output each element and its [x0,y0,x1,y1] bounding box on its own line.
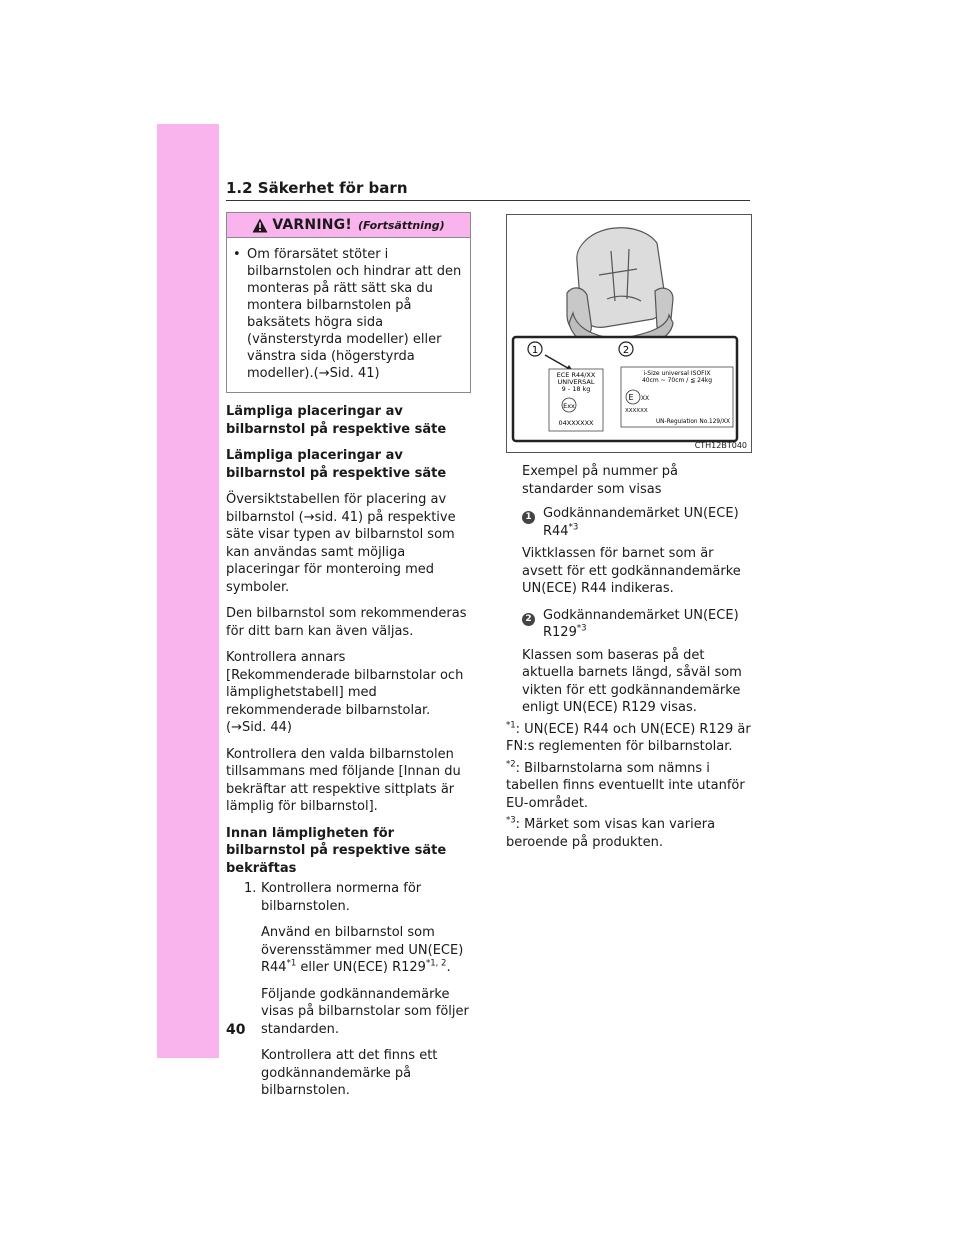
paragraph-check-selected: Kontrollera den valda bilbarnstolen tillsammans med följande [Innan du bekräftar att respektive sittplats är lämplig för bilbarnstol]. [226,746,461,814]
item-2-description: Klassen som baseras på det aktuella barnets längd, såväl som vikten för ett godkännandemärke enligt UN(ECE) R129 visas. [522,647,742,715]
step-number: 1. [244,881,257,896]
warning-text: Om förarsätet stöter i bilbarnstolen och hindrar att den monteras på rätt sätt ska du montera bilbarnstolen på baksätets högra sida (vänsterstyrda modeller) eller vänstra sida (högerstyrda modeller).(→Sid. 41) [247,247,462,381]
svg-text:04XXXXXX: 04XXXXXX [558,419,594,427]
warning-bullet: • [233,247,241,262]
warning-box [226,212,471,393]
step-approval-shown: Följande godkännandemärke visas på bilbarnstolar som följer standarden. [261,986,469,1037]
page-number: 40 [226,1022,246,1038]
step-check-mark: Kontrollera att det finns ett godkännandemärke på bilbarnstolen. [261,1048,438,1098]
heading-placement-1: Lämpliga placeringar av bilbarnstol på respektive säte [226,404,447,437]
step-standards: Använd en bilbarnstol som överensstämmer med UN(ECE) R44$^{*1}$ eller UN(ECE) R129$^{*1, 2}$. [261,925,464,975]
footnotes [506,721,752,852]
figure-intro: Exempel på nummer på standarder som visas [522,464,679,497]
warning-header [227,213,470,238]
chapter-side-tab [157,124,219,1058]
paragraph-overview: Översiktstabellen för placering av bilbarnstol (→sid. 41) på respektive säte visar typen av bilbarnstol som kan användas samt möjliga placeringar för monteroing med symboler. [226,492,456,595]
figure-label-2: 2 [622,345,630,356]
svg-text:E: E [628,393,634,402]
figure-id: CTH12BT040 [694,441,747,450]
heading-placement-2: Lämpliga placeringar av bilbarnstol på respektive säte [226,448,447,481]
item-1-description: Viktklassen för barnet som är avsett för ett godkännandemärke UN(ECE) R44 indikeras. [522,546,741,596]
left-column [226,212,471,1100]
svg-text:i-Size universal ISOFIX: i-Size universal ISOFIX [643,370,711,377]
warning-title: VARNING! [272,217,352,233]
figure-item-2 [522,607,752,642]
paragraph-check-table: Kontrollera annars [Rekommenderade bilbarnstolar och lämplighetstabell] med rekommenderade bilbarnstolar. (→Sid. 44) [226,650,464,735]
item-1-title: Godkännandemärket UN(ECE) R44$^{*3}$ [543,506,739,539]
right-column [506,214,752,851]
item-number-2: 2 [522,613,535,626]
figure-item-1 [522,505,752,540]
warning-subtitle: (Fortsättning) [357,218,445,232]
footnote-3: $^{*3}$: Märket som visas kan variera beroende på produkten. [506,815,716,850]
footnote-2: $^{*2}$: Bilbarnstolarna som nämns i tabellen finns eventuellt inte utanför EU-området. [506,759,745,811]
r129-label [621,367,733,427]
svg-text:UNIVERSAL: UNIVERSAL [557,378,595,386]
footnote-1: $^{*1}$: UN(ECE) R44 och UN(ECE) R129 är FN:s reglementen för bilbarnstolar. [506,720,751,754]
svg-text:Exx: Exx [563,402,575,410]
item-number-1: 1 [522,511,535,524]
figure-label-1: 1 [531,345,539,356]
svg-text:40cm ~ 70cm / ≦ 24kg: 40cm ~ 70cm / ≦ 24kg [641,377,713,384]
section-title: 1.2 Säkerhet för barn [226,179,408,197]
svg-text:XXXXXX: XXXXXX [625,408,648,414]
warning-triangle-icon [252,218,268,233]
paragraph-recommended: Den bilbarnstol som rekommenderas för ditt barn kan även väljas. [226,606,467,639]
item-2-title: Godkännandemärket UN(ECE) R129$^{*3}$ [543,607,739,640]
svg-text:XX: XX [640,395,650,402]
svg-text:UN-Regulation No.129/XX: UN-Regulation No.129/XX [655,419,730,425]
approval-mark-illustration [507,215,751,452]
figure-explanation [506,463,752,717]
step-1 [226,880,471,1100]
ece-r44-label [549,369,603,431]
svg-text:9 - 18 kg: 9 - 18 kg [561,385,591,393]
warning-body [227,238,470,392]
section-header [226,178,750,201]
svg-text:ECE R44/XX: ECE R44/XX [556,371,596,379]
step-title: Kontrollera normerna för bilbarnstolen. [261,881,422,914]
approval-mark-figure [506,214,752,453]
heading-before-confirm: Innan lämpligheten för bilbarnstol på respektive säte bekräftas [226,825,447,876]
child-seat-illustration [567,228,673,351]
